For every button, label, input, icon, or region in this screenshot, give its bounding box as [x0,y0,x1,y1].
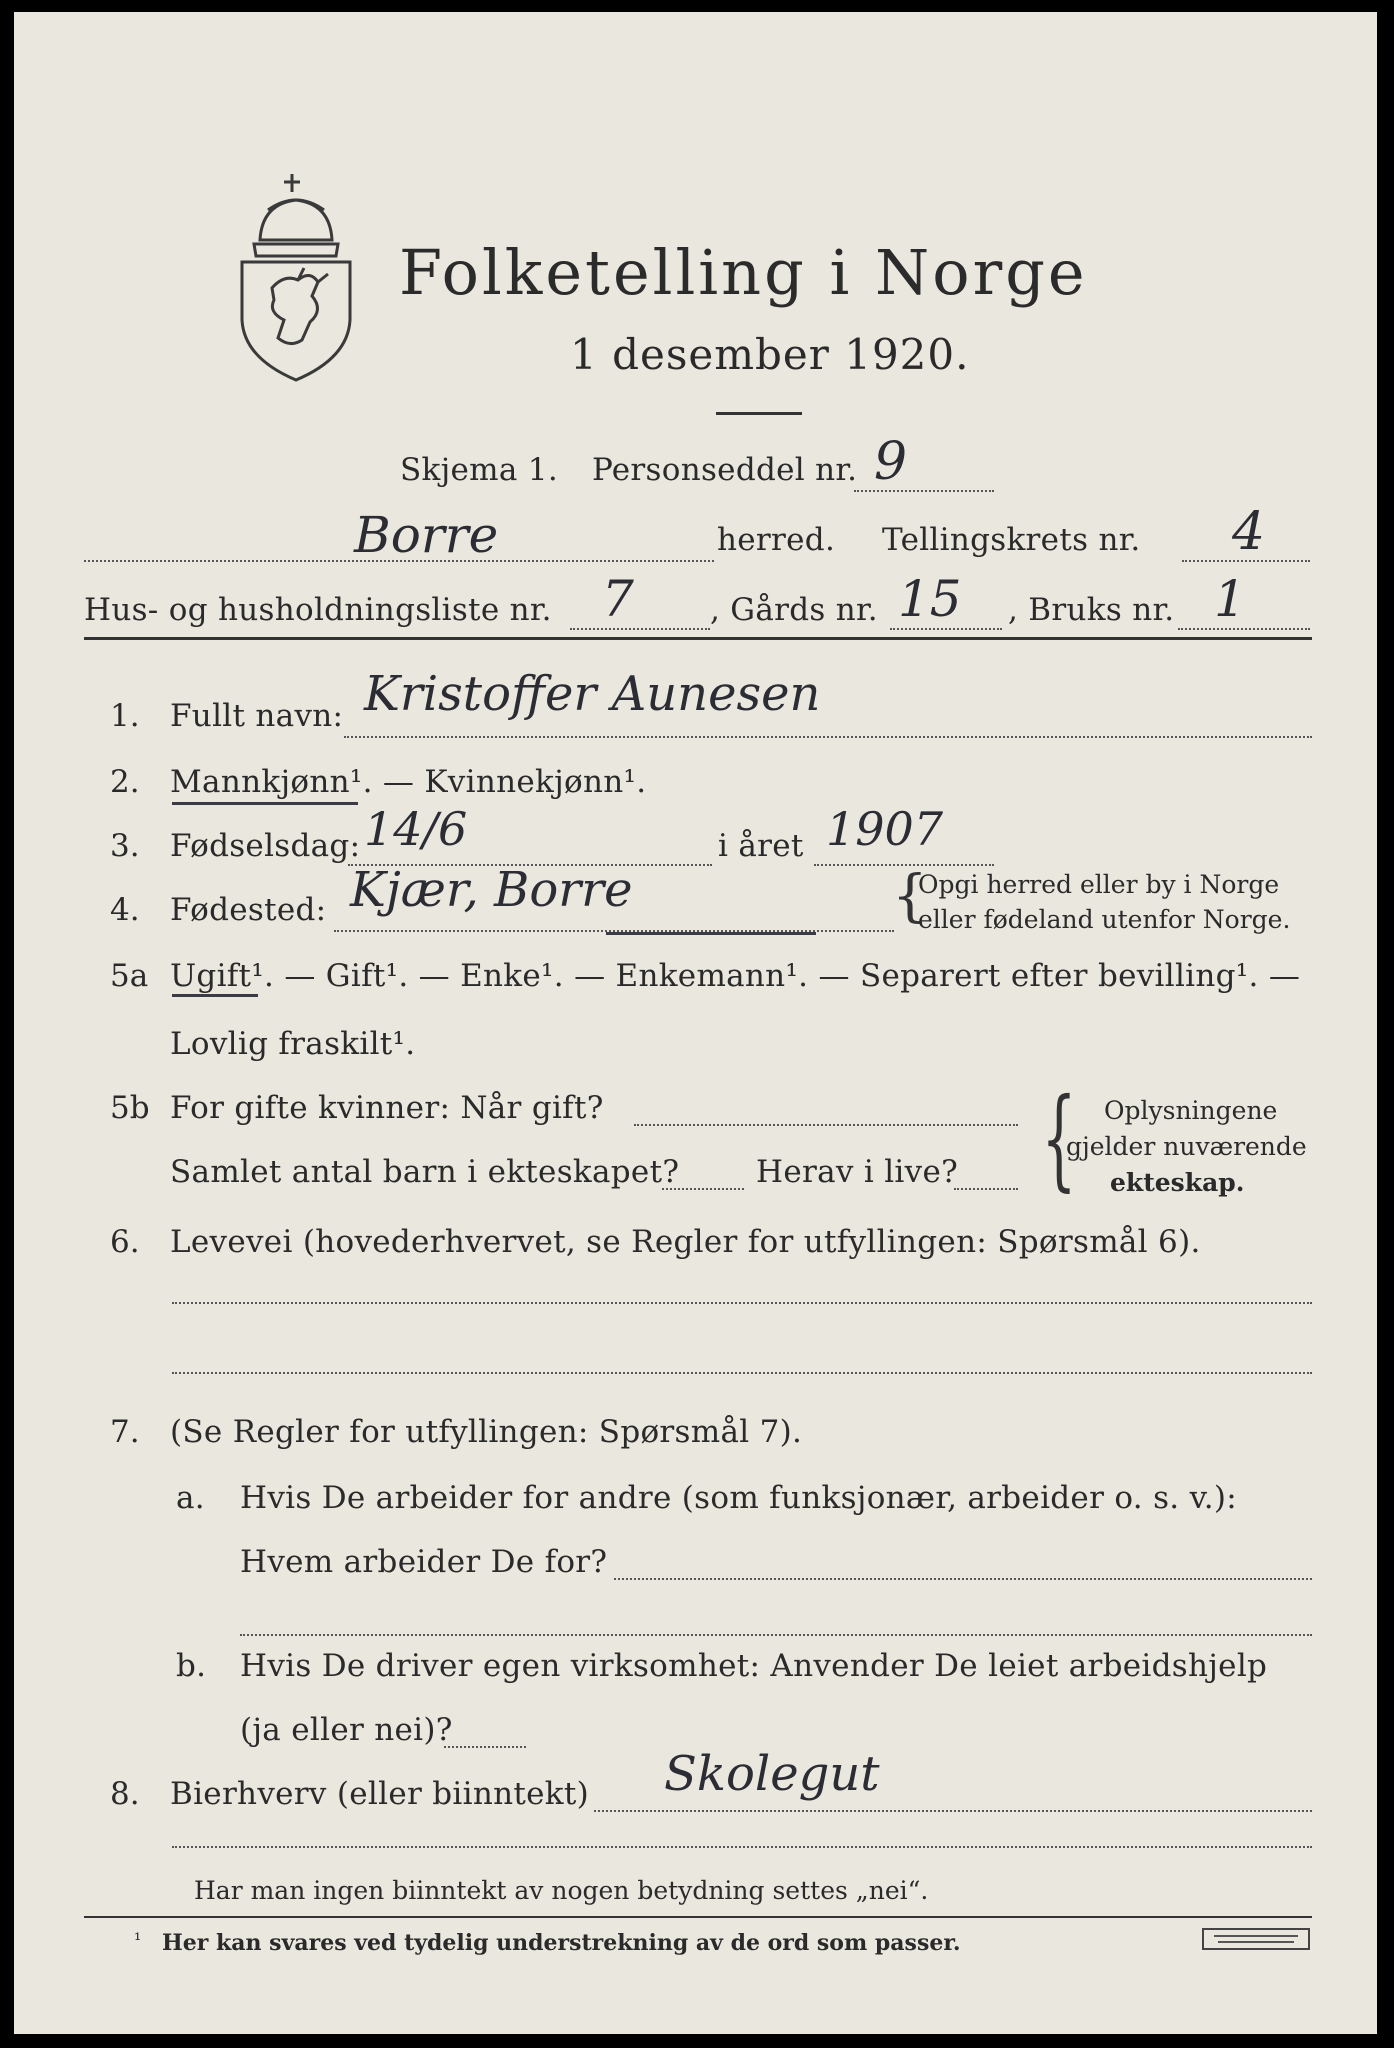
no-income-note: Har man ingen biinntekt av nogen betydning settes „nei“. [194,1876,929,1905]
q5b-note-line3: ekteskap. [1110,1168,1245,1197]
q6-line2 [172,1372,1312,1374]
q3-day-value: 14/6 [364,802,468,856]
footer-divider [84,1916,1312,1918]
q7b-answer-line [444,1746,526,1748]
q8-extra-line [172,1846,1312,1848]
q7b-line2: (ja eller nei)? [240,1712,453,1748]
q5b-line2a: Samlet antal barn i ekteskapet? [170,1154,680,1190]
q4-label: Fødested: [170,892,327,928]
footnote-mark: ¹ [134,1930,142,1951]
household-list-value: 7 [602,570,634,628]
q8-value: Skolegut [664,1746,880,1802]
q6-number: 6. [110,1224,140,1260]
q5a-line1: Ugift¹. — Gift¹. — Enke¹. — Enkemann¹. — Separert efter bevilling¹. — [170,958,1301,994]
q7-number: 7. [110,1414,140,1450]
q5b-note-line1: Oplysningene [1104,1096,1278,1125]
q7b-letter: b. [176,1648,207,1684]
q5b-children-line [662,1188,744,1190]
q8-number: 8. [110,1776,140,1812]
q2-label: Mannkjønn¹. — Kvinnekjønn¹. [170,764,647,800]
personseddel-value: 9 [874,432,908,492]
header-divider [84,637,1312,640]
herred-label: herred. [717,522,836,558]
q1-number: 1. [110,698,140,734]
q2-number: 2. [110,764,140,800]
q8-line [594,1810,1312,1812]
q5a-line2: Lovlig fraskilt¹. [170,1026,416,1062]
q1-value: Kristoffer Aunesen [364,666,821,722]
gards-value: 15 [898,570,962,628]
schema-label: Skjema 1. [400,452,558,488]
q7a-letter: a. [176,1480,205,1516]
household-list-line [570,628,710,630]
q4-note-line1: Opgi herred eller by i Norge [918,870,1280,899]
q8-label: Bierhverv (eller biinntekt) [170,1776,590,1812]
q3-label: Fødselsdag: [170,828,361,864]
q3-year-value: 1907 [826,802,944,856]
q2-underline-mark [172,802,358,805]
q1-label: Fullt navn: [170,698,344,734]
q4-note-brace: { [892,864,928,929]
q5b-note-line2: gjelder nuværende [1066,1132,1307,1161]
census-form [14,12,1377,2034]
census-date: 1 desember 1920. [570,330,970,379]
tellingskrets-value: 4 [1232,502,1266,562]
herred-value: Borre [354,506,499,564]
title-divider [716,412,802,415]
q5b-alive-line [954,1188,1018,1190]
q7-label: (Se Regler for utfyllingen: Spørsmål 7). [170,1414,803,1450]
household-list-label: Hus- og husholdningsliste nr. [84,592,552,628]
gards-label: , Gårds nr. [710,592,878,628]
q4-value-underline [606,932,816,935]
norwegian-coat-of-arms-icon [232,170,360,384]
bruks-value: 1 [1214,570,1246,628]
q7a-answer-line [614,1578,1312,1580]
q7a-line2: Hvem arbeider De for? [240,1544,608,1580]
q5b-note-brace: { [1041,1074,1077,1202]
q5a-underline-mark [172,994,258,997]
form-title: Folketelling i Norge [399,236,1088,309]
q4-note-line2: eller fødeland utenfor Norge. [918,905,1291,934]
q5b-married-line [634,1124,1018,1126]
q4-number: 4. [110,892,140,928]
q4-value: Kjær, Borre [350,862,633,918]
q1-line [344,736,1312,738]
q7a-line1: Hvis De arbeider for andre (som funksjonær, arbeider o. s. v.): [240,1480,1238,1516]
q3-number: 3. [110,828,140,864]
q5b-line2b: Herav i live? [756,1154,959,1190]
q7b-line1: Hvis De driver egen virksomhet: Anvender De leiet arbeidshjelp [240,1648,1268,1684]
footnote-text: Her kan svares ved tydelig understrekning av de ord som passer. [162,1930,961,1956]
q7a-extra-line [240,1634,1312,1636]
q3-year-label: i året [718,828,804,864]
personseddel-label: Personseddel nr. [592,452,858,488]
tellingskrets-label: Tellingskrets nr. [882,522,1141,558]
gards-line [890,628,1002,630]
bruks-label: , Bruks nr. [1008,592,1175,628]
q5b-number: 5b [110,1090,150,1126]
q6-label: Levevei (hovederhvervet, se Regler for utfyllingen: Spørsmål 6). [170,1224,1201,1260]
q5a-number: 5a [110,958,149,994]
q5b-line1: For gifte kvinner: Når gift? [170,1090,604,1126]
q6-line1 [172,1302,1312,1304]
printer-stamp-icon [1202,1928,1310,1950]
bruks-line [1178,628,1310,630]
